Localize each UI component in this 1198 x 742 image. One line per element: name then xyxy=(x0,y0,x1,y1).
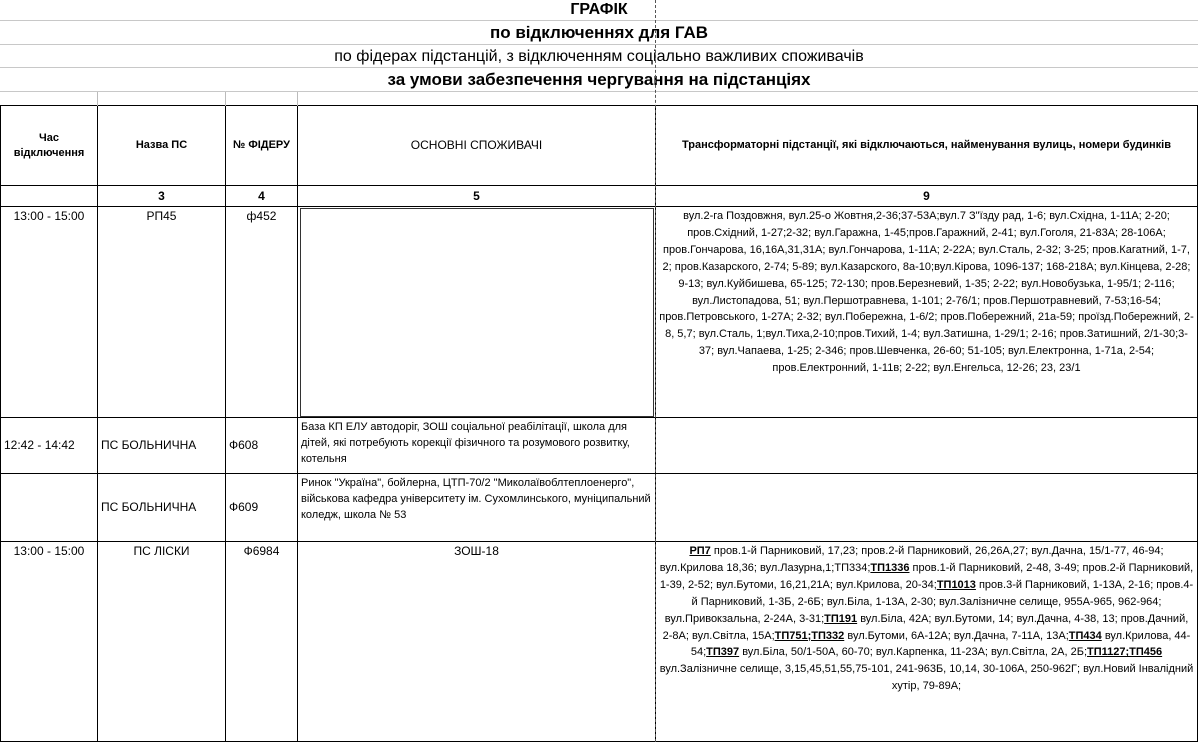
schedule-description: по фідерах підстанцій, з відключенням соціально важливих споживачів xyxy=(0,45,1198,68)
colnum-substations: 9 xyxy=(656,186,1198,207)
colnum-feeder: 4 xyxy=(226,186,298,207)
header-feeder: № ФІДЕРУ xyxy=(226,106,298,186)
header-ps-name: Назва ПС xyxy=(98,106,226,186)
grid-line xyxy=(297,92,298,106)
row1-consumers xyxy=(298,207,656,418)
schedule-condition: за умови забезпечення чергування на підстанціях xyxy=(0,68,1198,92)
colnum-ps-name: 3 xyxy=(98,186,226,207)
substation-code: ТП1013 xyxy=(936,578,976,591)
header-substations: Трансформаторні підстанції, які відключаються, найменування вулиць, номери будинків xyxy=(656,106,1198,186)
street-list: вул.Біла, 50/1-50А, 60-70; вул.Карпенка, 11-23А; вул.Світла, 2А, 2Б; xyxy=(739,646,1087,659)
row1-time: 13:00 - 15:00 xyxy=(0,207,98,418)
header-consumers: ОСНОВНІ СПОЖИВАЧІ xyxy=(298,106,656,186)
schedule-subtitle: по відключеннях для ГАВ xyxy=(0,21,1198,45)
schedule-title: ГРАФІК xyxy=(0,0,1198,21)
row1-substations: вул.2-га Поздовжня, вул.25-о Жовтня,2-36;37-53А;вул.7 З"їзду рад, 1-6; вул.Східна, 1-11А; 2-20; пров.Східний, 1-27;2-32; вул.Гаражна, 1-45;пров.Гаражний, 2-41; вул.Гоголя, 21-83А; 28-106А; пров.Гончарова, 16,16А,31,31А; вул.Гончарова, 1-11А; 2-22А; вул.Сталь, 2-32; 3-25; пров.Кагатний, 1-7, 2; пров.Казарского, 2-74; 5-89; вул.Казарского, 8а-10;вул.Кірова, 1096-137; 168-218А; вул.Кінцева, 2-28; 9-13; вул.Куйбишева, 65-125; 72-130; пров.Березневий, 1-35; 2-22; вул.Новобузька, 1-95/1; 2-116; вул.Листопадова, 51; вул.Першотравнева, 1-101; 2-76/1; пров.Першотравневий, 7-53;16-54; пров.Петровського, 1-27А; 2-32; вул.Побережна, 1-6/2; пров.Побережний, 21а-59; проїзд.Побережний, 2-8, 5,7; вул.Сталь, 1;вул.Тиха,2-10;пров.Тихий, 1-4; вул.Затишна, 1-29/1; 2-16; пров.Затишний, 2/1-30;3-37; вул.Чапаева, 1-25; 2-346; пров.Шевченка, 26-60; 51-105; вул.Електронна, 1-71а, 2-54; пров.Електронний, 1-11в; 2-22; вул.Енгельса, 12-26; 23, 23/1 xyxy=(656,207,1198,418)
row2-feeder: Ф608 xyxy=(226,418,298,474)
row3-feeder: Ф609 xyxy=(226,474,298,542)
street-list: вул.Крилова, 44-54; xyxy=(690,629,1191,659)
substation-code: РП7 xyxy=(689,545,711,557)
substation-code: ТП191 xyxy=(824,612,858,625)
street-list: вул.Біла, 42А; вул.Бутоми, 14; вул.Дачна, 4-38, 13; пров.Дачний, 2-8А; вул.Світла, 15А; xyxy=(662,612,1189,642)
row3-consumers: Ринок "Україна", бойлерна, ЦТП-70/2 "Миколаївоблтеплоенерго", військова кафедра університету ім. Сухомлинського, муніципальний коледж, школа № 53 xyxy=(298,474,656,542)
row4-ps-name: ПС ЛІСКИ xyxy=(98,542,226,742)
street-list: пров.1-й Парниковий, 2-48, 3-49; пров.2-й Парниковий, 1-39, 2-52; вул.Бутоми, 16,21,21А; вул.Крилова, 20-34; xyxy=(659,561,1194,591)
substation-code: ТП434 xyxy=(1068,629,1102,642)
street-list: вул.Бутоми, 6А-12А; вул.Дачна, 7-11А, 13А; xyxy=(844,629,1069,642)
spacer-row xyxy=(0,92,1198,106)
header-time: Час відключення xyxy=(0,106,98,186)
row4-feeder: Ф6984 xyxy=(226,542,298,742)
page-break-line xyxy=(655,0,656,742)
substation-code: ТП1336 xyxy=(870,561,910,574)
substation-code: ТП751;ТП332 xyxy=(774,629,845,642)
row4-substations xyxy=(656,542,1198,742)
colnum-consumers: 5 xyxy=(298,186,656,207)
street-list: пров.1-й Парниковий, 17,23; пров.2-й Парниковий, 26,26А,27; вул.Дачна, 15/1-77, 46-94; вул.Крилова 18,36; вул.Лазурна,1;ТП334; xyxy=(659,545,1164,574)
row4-consumers: ЗОШ-18 xyxy=(298,542,656,742)
row3-time xyxy=(0,474,98,542)
street-list: пров.3-й Парниковий, 1-13А, 2-16; пров.4-й Парниковий, 1-3Б, 2-6Б; вул.Біла, 1-13А, 2-30; вул.Залізничне селище, 955А-965, 962-964; вул.Привокзальна, 2-24А, 3-31; xyxy=(664,578,1194,625)
substation-code: ТП397 xyxy=(706,646,740,659)
substation-code: ТП1127;ТП456 xyxy=(1087,646,1163,659)
street-list: вул.Залізничне селище, 3,15,45,51,55,75-101, 241-963Б, 10,14, 30-106А, 250-962Г; вул.Новий Інвалідний хутір, 79-89А; xyxy=(659,663,1194,693)
grid-line xyxy=(225,92,226,106)
row1-feeder: ф452 xyxy=(226,207,298,418)
row2-substations xyxy=(656,418,1198,474)
row4-time: 13:00 - 15:00 xyxy=(0,542,98,742)
grid-line xyxy=(97,92,98,106)
row2-time: 12:42 - 14:42 xyxy=(0,418,98,474)
row3-substations xyxy=(656,474,1198,542)
row2-consumers: База КП ЕЛУ автодоріг, ЗОШ соціальної реабілітації, школа для дітей, які потребують корекції фізичного та розумового розвитку, котельня xyxy=(298,418,656,474)
row3-ps-name: ПС БОЛЬНИЧНА xyxy=(98,474,226,542)
row1-ps-name: РП45 xyxy=(98,207,226,418)
colnum-time xyxy=(0,186,98,207)
row2-ps-name: ПС БОЛЬНИЧНА xyxy=(98,418,226,474)
